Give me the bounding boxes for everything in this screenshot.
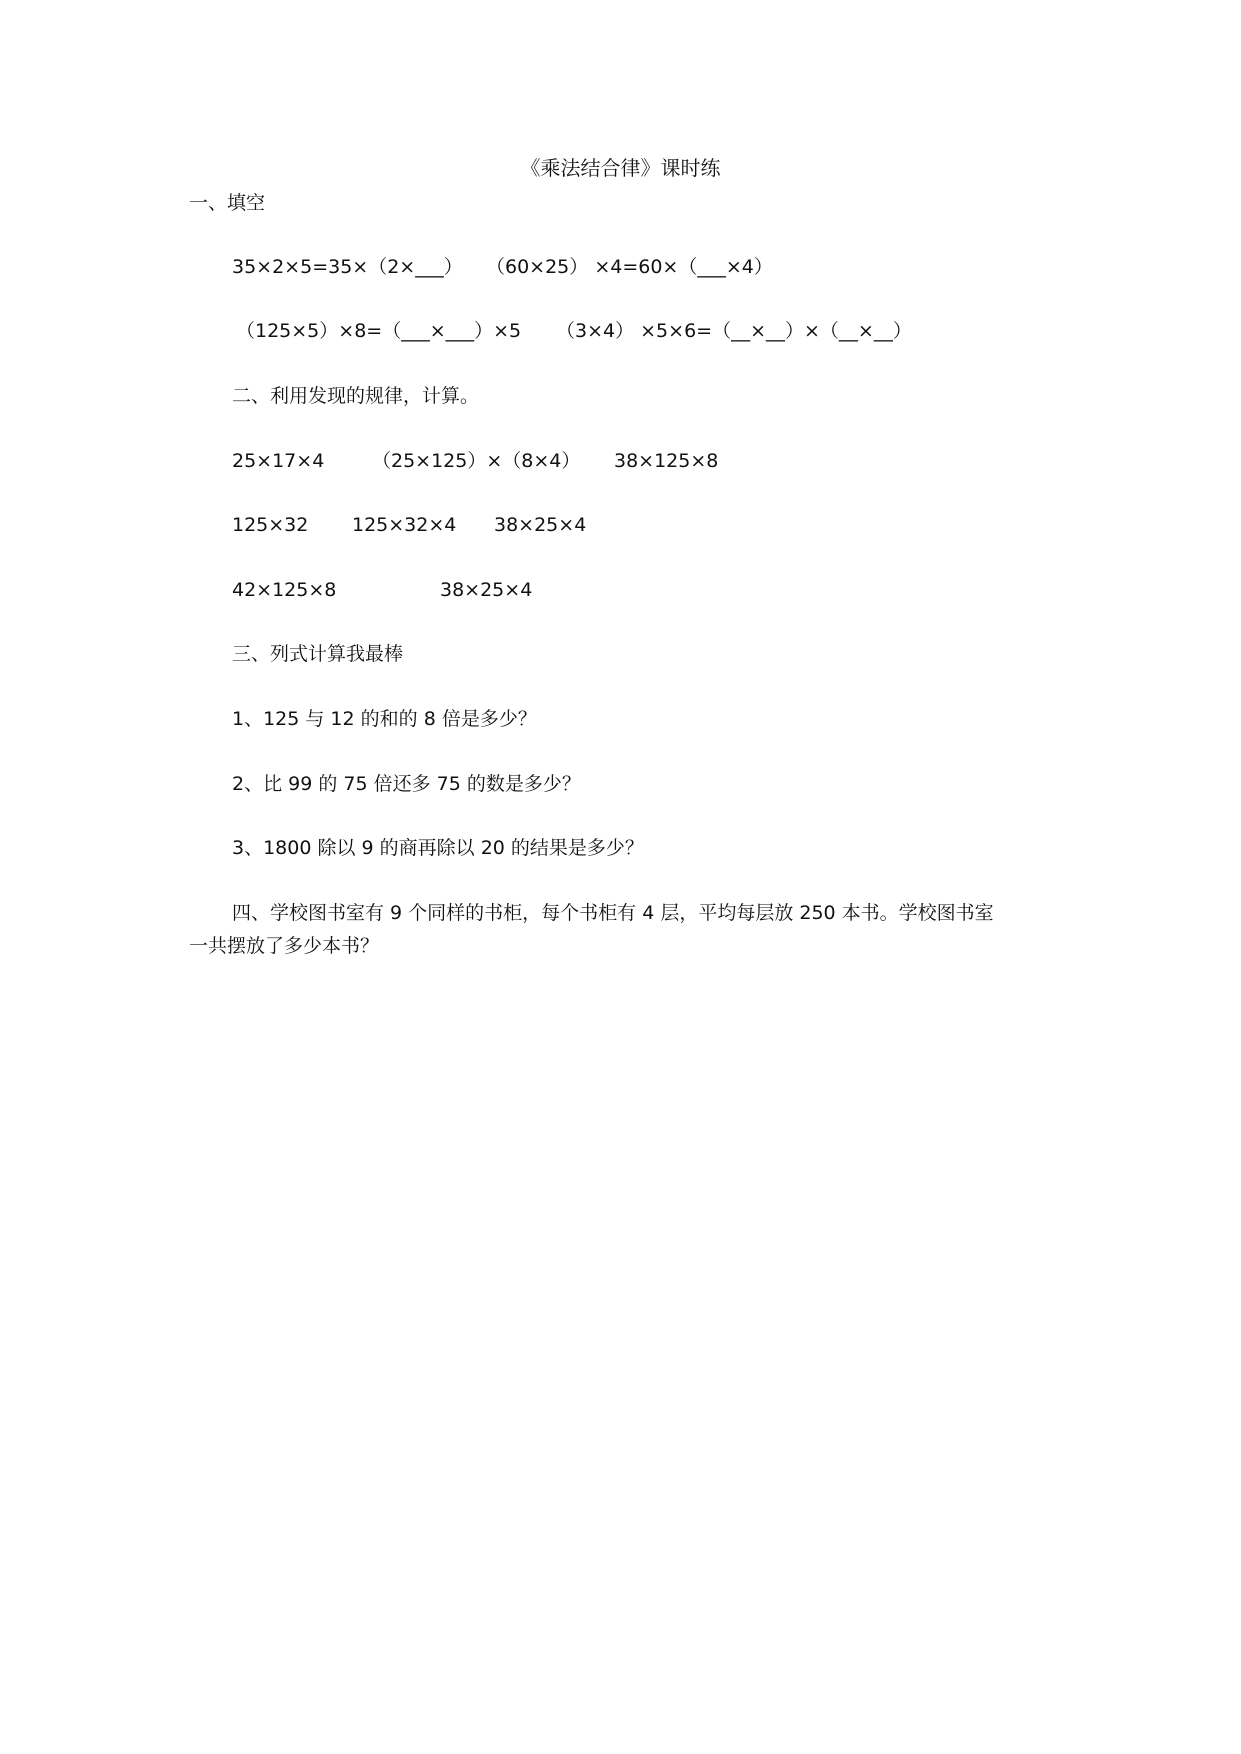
section4-line-2: 一共摆放了多少本书？: [189, 935, 380, 957]
fill-row-2: [0, 318, 1241, 344]
fill-item: （60×25） ×4=60×（___×4）: [486, 256, 773, 278]
expr-row-1: [0, 448, 1241, 474]
page-title: 《乘法结合律》课时练: [520, 156, 721, 180]
question-2: 2、比 99 的 75 倍还多 75 的数是多少？: [232, 773, 581, 795]
section1-heading: 一、填空: [189, 192, 266, 214]
expression: 42×125×8: [232, 579, 337, 601]
question-3: 3、1800 除以 9 的商再除以 20 的结果是多少？: [232, 837, 644, 859]
fill-item: 35×2×5=35×（2×___）: [232, 256, 463, 278]
fill-row-1: [0, 254, 1241, 280]
section4-line-1: 四、学校图书室有 9 个同样的书柜，每个书柜有 4 层，平均每层放 250 本书。学校图书室: [232, 902, 994, 924]
expression: 125×32: [232, 514, 309, 536]
expression: （25×125）×（8×4）: [372, 450, 581, 472]
expr-row-2: [0, 512, 1241, 538]
expression: 38×25×4: [494, 514, 587, 536]
expression: 25×17×4: [232, 450, 325, 472]
section2-heading: 二、利用发现的规律，计算。: [232, 385, 480, 407]
expression: 38×25×4: [440, 579, 533, 601]
fill-item: （125×5）×8=（___×___）×5: [236, 320, 522, 342]
question-1: 1、125 与 12 的和的 8 倍是多少？: [232, 708, 537, 730]
expression: 38×125×8: [614, 450, 719, 472]
expr-row-3: [0, 577, 1241, 603]
section3-heading: 三、列式计算我最棒: [232, 643, 404, 665]
fill-item: （3×4） ×5×6=（__×__）×（__×__）: [556, 320, 912, 342]
expression: 125×32×4: [352, 514, 457, 536]
